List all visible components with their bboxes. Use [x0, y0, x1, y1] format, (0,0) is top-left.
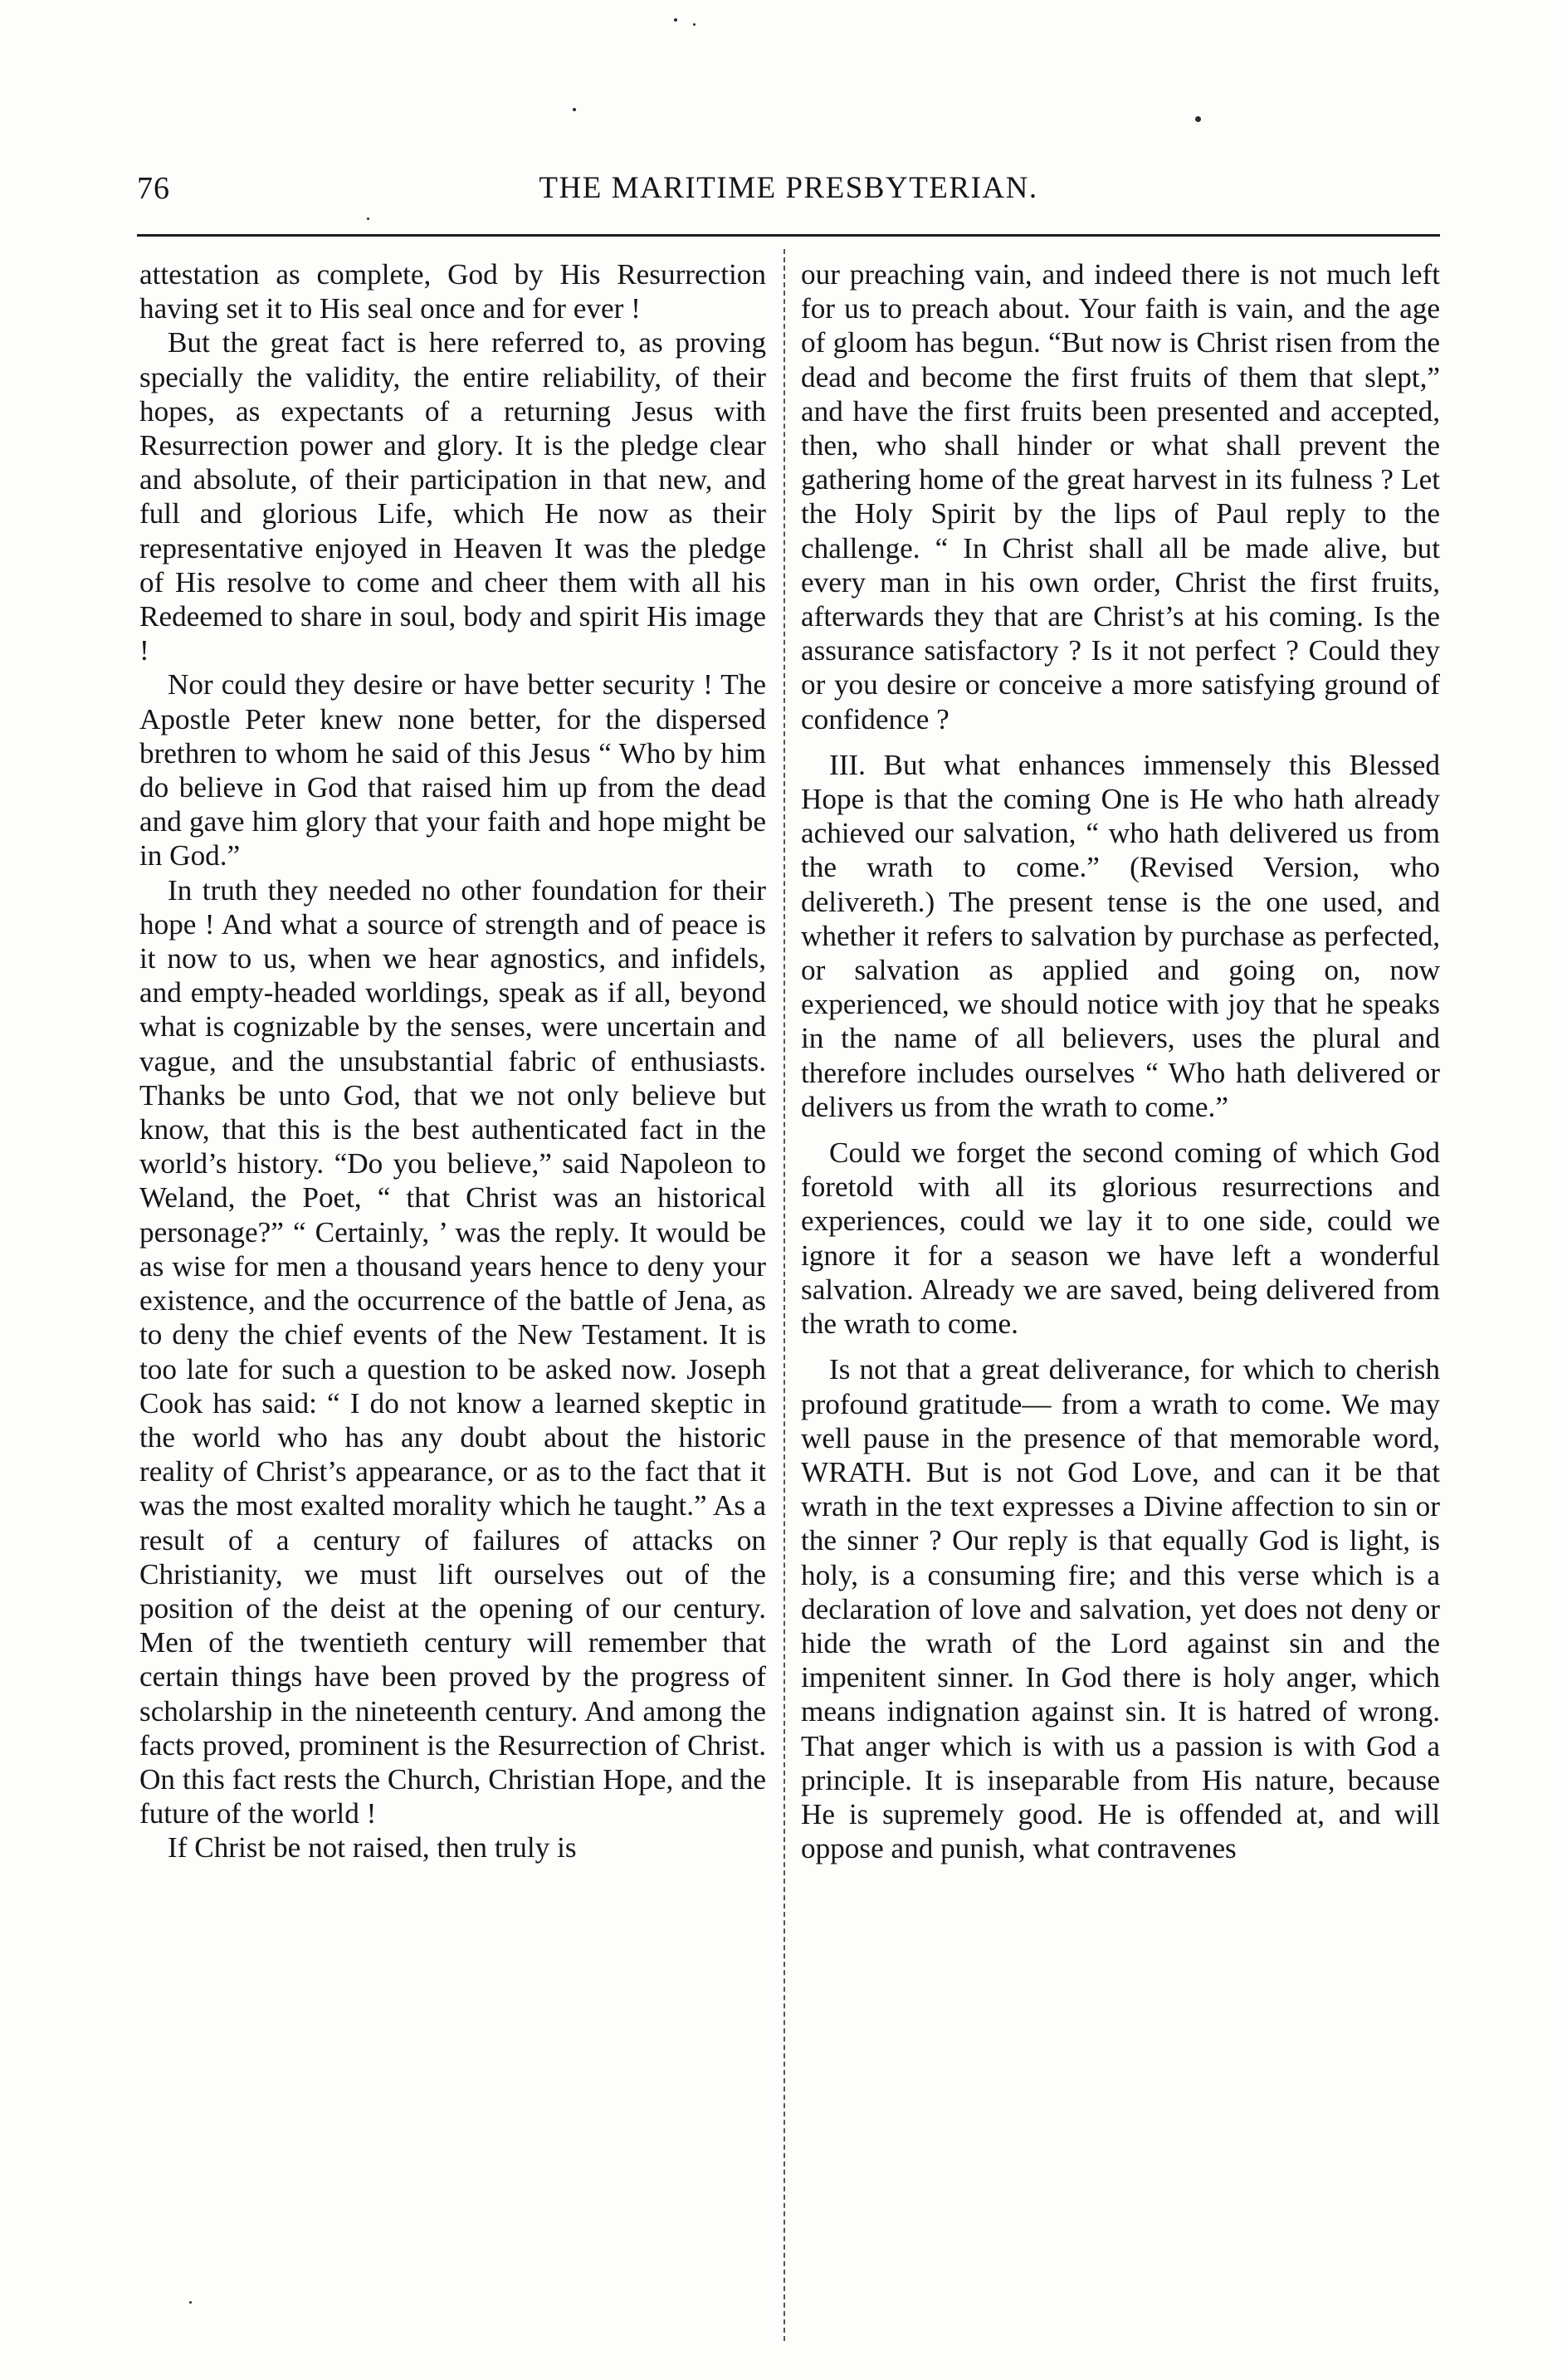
paragraph: If Christ be not raised, then truly is [168, 1831, 577, 1864]
page-number: 76 [137, 171, 170, 206]
left-column [139, 257, 766, 1865]
right-column [801, 257, 1440, 1865]
paragraph: Is not that a great deliverance, for which to cherish profound gratitude— from a wrath to come. We may well pause in the presence of that memorable word, WRATH. But is not God Love, and can it be that wrath in the text expresses a Divine affection to sin or the sinner ? Our reply is that equally God is light, is holy, is a consuming fire; and this verse which is a declaration of love and salvation, yet does not deny or hide the wrath of the Lord against sin and the impenitent sinner. In God there is holy anger, which means indignation against sin. It is hatred of wrong. That anger which is with us a passion is with God a principle. It is inseparable from His nature, because He is supremely good. He is offended at, and will oppose and punish, what contravenes [801, 1353, 1440, 1865]
paragraph: attestation as complete, God by His Resurrection having set it to His seal once and for ever ! [139, 258, 766, 325]
ink-speck [573, 108, 576, 111]
ink-speck [189, 2301, 192, 2304]
paragraph: Nor could they desire or have better security ! The Apostle Peter knew none better, for the dispersed brethren to whom he said of this Jesus “ Who by him do believe in God that raised him up from the dead and gave him glory that your faith and hope might be in God.” [139, 668, 766, 872]
paragraph: But the great fact is here referred to, as proving specially the validity, the entire reliability, of their hopes, as expectants of a returning Jesus with Resurrection power and glory. It is the pledge clear and absolute, of their participation in that new, and full and glorious Life, which He now as their representative enjoyed in Heaven It was the pledge of His resolve to come and cheer them with all his Redeemed to share in soul, body and spirit His image ! [139, 326, 766, 667]
header-rule [137, 234, 1440, 237]
column-divider [784, 249, 785, 2341]
paragraph: III. But what enhances immensely this Blessed Hope is that the coming One is He who hath already achieved our salvation, “ who hath delivered us from the wrath to come.” (Revised Version, who delivereth.) The present tense is the one used, and whether it refers to salvation by purchase as perfected, or salvation as applied and going on, now experienced, we should notice with joy that he speaks in the name of all believers, uses the plural and therefore includes ourselves “ Who hath delivered or delivers us from the wrath to come.” [801, 748, 1440, 1123]
ink-speck [1195, 116, 1201, 122]
ink-speck [693, 23, 696, 26]
paragraph: our preaching vain, and indeed there is not much left for us to preach about. Your faith is vain, and the age of gloom has begun. “But now is Christ risen from the dead and become the first fruits of them that slept,” and have the first fruits been presented and accepted, then, who shall hinder or what shall prevent the gathering home of the great harvest in its fulness ? Let the Holy Spirit by the lips of Paul reply to the challenge. “ In Christ shall all be made alive, but every man in his own order, Christ the first fruits, afterwards they that are Christ’s at his coming. Is the assurance satisfactory ? Is it not perfect ? Could they or you desire or conceive a more satisfying ground of confidence ? [801, 258, 1440, 736]
paragraph: Could we forget the second coming of which God foretold with all its glorious resurrections and experiences, could we lay it to one side, could we ignore it for a season we have left a wonderful salvation. Already we are saved, being delivered from the wrath to come. [801, 1136, 1440, 1341]
publication-title: THE MARITIME PRESBYTERIAN. [539, 171, 1038, 205]
paragraph: In truth they needed no other foundation for their hope ! And what a source of strength and of peace is it now to us, when we hear agnostics, and infidels, and empty-headed worldings, speak as if all, beyond what is cognizable by the senses, were uncertain and vague, and the unsubstantial fabric of enthusiasts. Thanks be unto God, that we not only believe but know, that this is the best authenticated fact in the world’s history. “Do you believe,” said Napoleon to Weland, the Poet, “ that Christ was an historical personage?” “ Certainly, ’ was the reply. It would be as wise for men a thousand years hence to deny your existence, and the occurrence of the battle of Jena, as to deny the chief events of the New Testament. It is too late for such a question to be asked now. Joseph Cook has said: “ I do not know a learned skeptic in the world who has any doubt about the historic reality of Christ’s appearance, or as to the fact that it was the most exalted morality which he taught.” As a result of a century of failures of attacks on Christianity, we must lift ourselves out of the position of the deist at the opening of our century. Men of the twentieth century will remember that certain things have been proved by the progress of scholarship in the nineteenth century. And among the facts proved, prominent is the Resurrection of Christ. On this fact rests the Church, Christian Hope, and the future of the world ! [139, 873, 766, 1830]
running-header [137, 170, 1440, 220]
ink-speck [674, 18, 677, 22]
